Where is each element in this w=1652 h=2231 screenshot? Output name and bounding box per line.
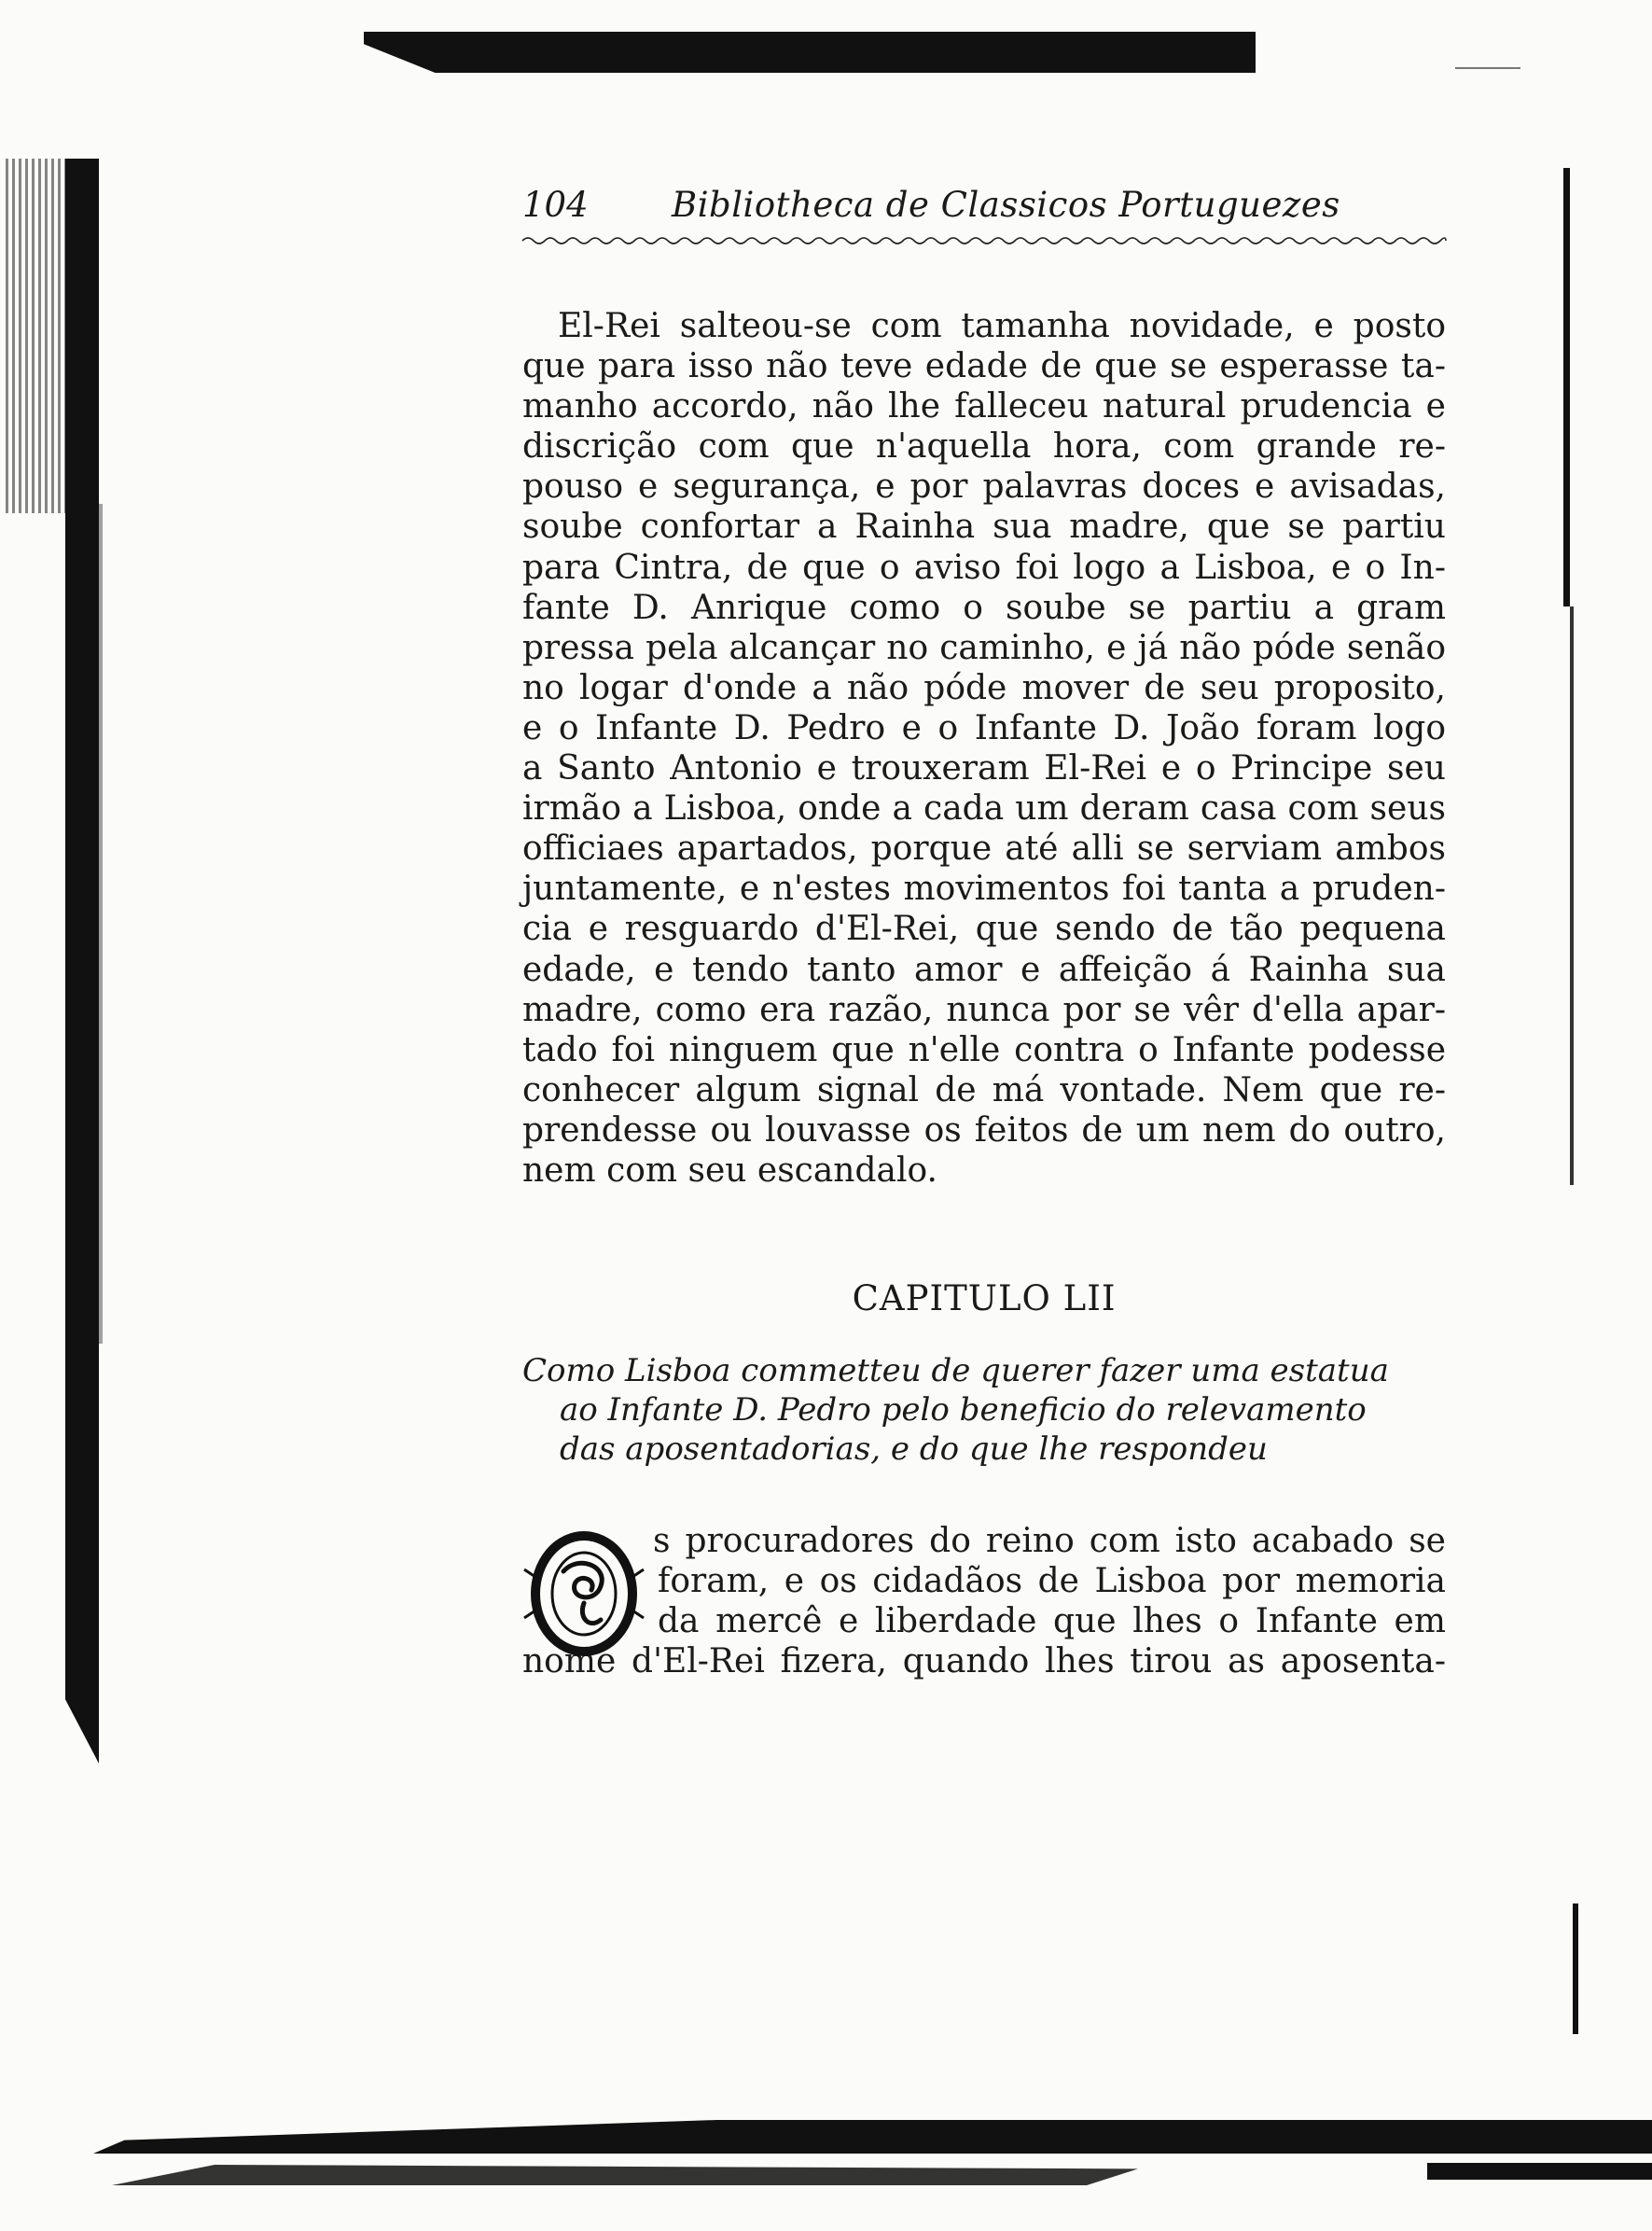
scan-right-edge-upper (1563, 168, 1570, 607)
svg-text:O: O (522, 1499, 550, 1537)
text-line: pressa pela alcançar no caminho, e já não póde senão (522, 628, 1446, 667)
text-line: s procuradores do reino com isto acabado se (653, 1522, 1446, 1560)
text-line: nem com seu escandalo. (522, 1150, 937, 1190)
scan-bottom-right-mark (1427, 2163, 1652, 2180)
text-line: manho accordo, não lhe falleceu natural prudencia e (522, 387, 1446, 426)
header-wavy-rule (522, 235, 1446, 246)
subtitle-line: Como Lisboa commetteu de querer fazer uma estatua (522, 1352, 1389, 1389)
running-title: Bibliotheca de Classicos Portuguezes (672, 185, 1340, 225)
scan-right-edge-lower (1573, 1903, 1578, 2034)
text-line: cia e resguardo d'El-Rei, que sendo de tão pequena (522, 910, 1446, 949)
chapter-subtitle (522, 1351, 1446, 1469)
text-line: pouso e segurança, e por palavras doces e avisadas, (522, 467, 1446, 507)
ornamental-dropcap-o (522, 1499, 646, 1655)
text-line: tado foi ninguem que n'elle contra o Infante podesse (522, 1030, 1446, 1069)
text-line: no logar d'onde a não póde mover de seu proposito, (522, 668, 1446, 707)
scan-right-edge-middle (1570, 607, 1574, 1185)
text-line: fante D. Anrique como o soube se partiu a gram (522, 588, 1446, 627)
scan-bottom-shadow (93, 2120, 1652, 2154)
text-line: conhecer algum signal de má vontade. Nem que re- (522, 1070, 1446, 1109)
scan-top-shadow (364, 32, 1256, 73)
text-line: e o Infante D. Pedro e o Infante D. João foram logo (522, 708, 1446, 747)
text-line: irmão a Lisboa, onde a cada um deram casa com seus (522, 789, 1446, 829)
page-number: 104 (522, 185, 589, 225)
text-line: officiaes apartados, porque até alli se serviam ambos (522, 830, 1446, 869)
text-line: El-Rei salteou-se com tamanha novidade, e posto (558, 307, 1446, 345)
scan-left-edge (99, 504, 103, 1344)
chapter-heading: CAPITULO LII (852, 1278, 1117, 1318)
text-line: edade, e tendo tanto amor e affeição á Rainha sua (522, 950, 1446, 989)
body-paragraph (522, 306, 1446, 1191)
scan-left-shadow (65, 159, 99, 1764)
scan-top-dash (1455, 67, 1520, 69)
text-line: prendesse ou louvasse os feitos de um nem do outro, (522, 1110, 1446, 1150)
text-line: a Santo Antonio e trouxeram El-Rei e o Principe seu (522, 749, 1446, 788)
subtitle-line: ao Infante D. Pedro pelo beneficio do relevamento (560, 1391, 1367, 1429)
text-line: para Cintra, de que o aviso foi logo a Lisboa, e o In- (522, 548, 1446, 587)
subtitle-line: das aposentadorias, e do que lhe respondeu (560, 1430, 1268, 1468)
scan-bottom-streak (112, 2165, 1138, 2185)
text-line: nome d'El-Rei fizera, quando lhes tirou as aposenta- (522, 1642, 1446, 1681)
text-line: que para isso não teve edade de que se esperasse ta- (522, 347, 1446, 386)
text-line: soube confortar a Rainha sua madre, que se partiu (522, 508, 1446, 547)
page-header (522, 177, 1446, 243)
book-page (522, 177, 1446, 1681)
text-line: foram, e os cidadãos de Lisboa por memoria (658, 1562, 1446, 1601)
text-line: da mercê e liberdade que lhes o Infante em (658, 1602, 1446, 1641)
text-line: madre, como era razão, nunca por se vêr d'ella apar- (522, 990, 1446, 1029)
text-line: discrição com que n'aquella hora, com grande re- (522, 427, 1446, 467)
text-line: juntamente, e n'estes movimentos foi tanta a pruden- (522, 870, 1446, 909)
chapter-opening-paragraph (522, 1499, 1446, 1681)
